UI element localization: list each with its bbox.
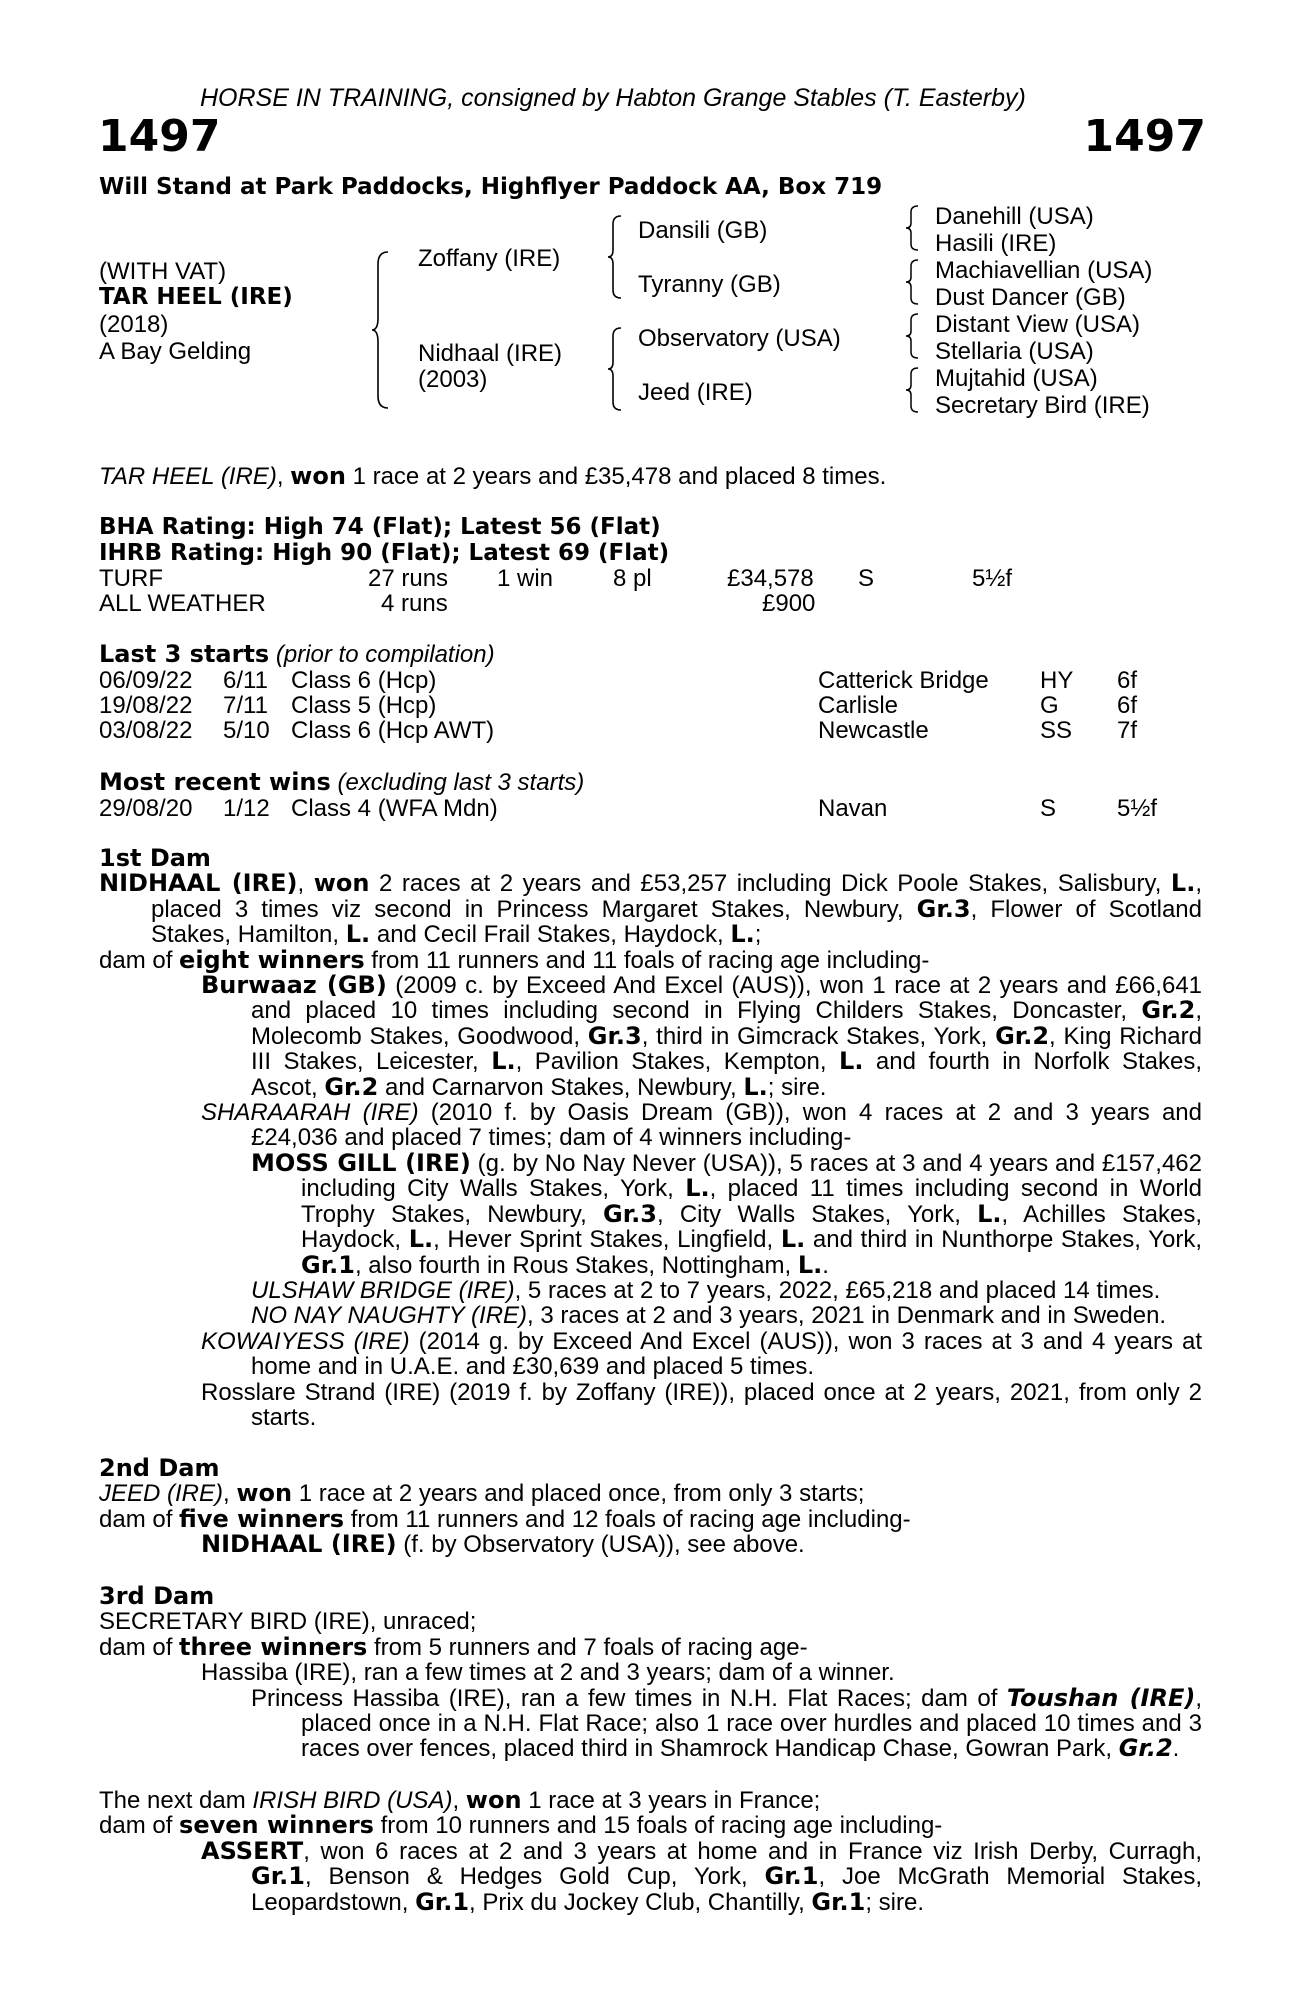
- brace-icon: [904, 204, 920, 252]
- sire-name: Zoffany (IRE): [418, 245, 561, 272]
- section-heading: 2nd Dam: [99, 1454, 220, 1482]
- dam-paragraph: JEED (IRE), won 1 race at 2 years and placed once, from only 3 starts;: [99, 1479, 865, 1508]
- first-dam-section: [99, 846, 1202, 1430]
- start-position: 6/11: [223, 667, 268, 694]
- gen3-4: Dust Dancer (GB): [935, 284, 1126, 311]
- progeny-entry: Princess Hassiba (IRE), ran a few times in N.H. Flat Races; dam of Toushan (IRE), placed once in a N.H. Flat Race; also 1 race over hurdles and placed 10 times and 3 races over fences, placed third in Shamrock Handicap Chase, Gowran Park, Gr.2.: [251, 1683, 1202, 1763]
- brace-icon: [606, 326, 624, 412]
- start-position: 5/10: [223, 717, 270, 744]
- dam-produce-line: dam of five winners from 11 runners and 12 foals of racing age including-: [99, 1504, 911, 1533]
- brace-icon: [904, 258, 920, 306]
- record-distance: 5½f: [972, 565, 1013, 592]
- start-race: Class 6 (Hcp): [291, 667, 437, 694]
- dam-dam-name: Jeed (IRE): [638, 379, 753, 406]
- progeny-entry: Hassiba (IRE), ran a few times at 2 and 3 years; dam of a winner.: [201, 1659, 895, 1687]
- start-distance: 6f: [1117, 667, 1138, 694]
- gen3-1: Danehill (USA): [935, 203, 1094, 230]
- stand-location: Will Stand at Park Paddocks, Highflyer Paddock AA, Box 719: [99, 174, 883, 200]
- progeny-entry: Burwaaz (GB) (2009 c. by Exceed And Excel (AUS)), won 1 race at 2 years and £66,641 and placed 10 times including second in Flying Childers Stakes, Doncaster, Gr.2, Molecomb Stakes, Goodwood, Gr.3, third in Gimcrack Stakes, York, Gr.2, King Richard III Stakes, Leicester, L., Pavilion Stakes, Kempton, L. and fourth in Norfolk Stakes, Ascot, Gr.2 and Carnarvon Stakes, Newbury, L.; sire.: [201, 971, 1203, 1101]
- record-surface: ALL WEATHER: [99, 590, 266, 617]
- start-date: 03/08/22: [99, 717, 193, 744]
- start-date: 06/09/22: [99, 667, 193, 694]
- record-wins: 1 win: [497, 565, 554, 592]
- progeny-entry: NIDHAAL (IRE) (f. by Observatory (USA)), see above.: [201, 1530, 805, 1559]
- start-going: G: [1040, 692, 1059, 719]
- win-distance: 5½f: [1117, 795, 1158, 822]
- record-surface: TURF: [99, 565, 163, 592]
- sire-dam-name: Tyranny (GB): [638, 271, 781, 298]
- dam-produce-line: dam of seven winners from 10 runners and 15 foals of racing age including-: [99, 1811, 943, 1840]
- win-date: 29/08/20: [99, 795, 193, 822]
- record-runs: 27 runs: [368, 565, 449, 592]
- brace-icon: [370, 250, 392, 410]
- horse-year: (2018): [99, 311, 169, 338]
- dam-name: Nidhaal (IRE): [418, 340, 563, 367]
- second-dam-section: [99, 1456, 1202, 1558]
- section-heading: 1st Dam: [99, 844, 211, 872]
- dam-produce-line: dam of three winners from 5 runners and 7 foals of racing age-: [99, 1632, 808, 1661]
- next-dam-section: [99, 1788, 1202, 1915]
- dam-produce-line: dam of eight winners from 11 runners and 11 foals of racing age including-: [99, 945, 930, 974]
- start-course: Newcastle: [818, 717, 929, 744]
- record-placed: 8 pl: [613, 565, 652, 592]
- gen3-3: Machiavellian (USA): [935, 257, 1153, 284]
- lot-number-left: 1497: [98, 111, 221, 162]
- start-race: Class 6 (Hcp AWT): [291, 717, 495, 744]
- progeny-entry: NO NAY NAUGHTY (IRE), 3 races at 2 and 3 years, 2021 in Denmark and in Sweden.: [251, 1302, 1167, 1330]
- lot-number-right: 1497: [1083, 111, 1206, 162]
- progeny-entry: KOWAIYESS (IRE) (2014 g. by Exceed And Excel (AUS)), won 3 races at 3 and 4 years at home and in U.A.E. and £30,639 and placed 5 times.: [201, 1327, 1203, 1381]
- start-race: Class 5 (Hcp): [291, 692, 437, 719]
- race-summary: TAR HEEL (IRE), won 1 race at 2 years and £35,478 and placed 8 times.: [99, 462, 887, 490]
- start-going: SS: [1040, 717, 1073, 744]
- win-race: Class 4 (WFA Mdn): [291, 795, 498, 822]
- summary-text: 1 race at 2 years and £35,478 and placed 8 times.: [345, 463, 887, 490]
- start-course: Catterick Bridge: [818, 667, 989, 694]
- sire-sire-name: Dansili (GB): [638, 217, 768, 244]
- summary-won: won: [290, 462, 346, 490]
- ihrb-rating: IHRB Rating: High 90 (Flat); Latest 69 (Flat): [99, 540, 670, 566]
- progeny-entry: ULSHAW BRIDGE (IRE), 5 races at 2 to 7 years, 2022, £65,218 and placed 14 times.: [251, 1276, 1161, 1304]
- gen3-8: Secretary Bird (IRE): [935, 392, 1150, 419]
- record-runs: 4 runs: [381, 590, 448, 617]
- start-position: 7/11: [223, 692, 268, 719]
- summary-horse: TAR HEEL (IRE): [99, 463, 277, 490]
- dam-year: (2003): [418, 366, 488, 393]
- win-position: 1/12: [223, 795, 270, 822]
- gen3-2: Hasili (IRE): [935, 230, 1057, 257]
- section-heading: 3rd Dam: [99, 1582, 215, 1610]
- dam-paragraph: NIDHAAL (IRE), won 2 races at 2 years and £53,257 including Dick Poole Stakes, Salisbury, L., placed 3 times viz second in Princess Margaret Stakes, Newbury, Gr.3, Flower of Scotland Stakes, Hamilton, L. and Cecil Frail Stakes, Haydock, L.;: [99, 869, 1203, 949]
- horse-description: A Bay Gelding: [99, 338, 252, 365]
- win-course: Navan: [818, 795, 888, 822]
- third-dam-section: [99, 1584, 1202, 1762]
- start-date: 19/08/22: [99, 692, 193, 719]
- record-going: S: [858, 565, 875, 592]
- gen3-5: Distant View (USA): [935, 311, 1140, 338]
- recent-wins-heading: Most recent wins (excluding last 3 starts): [99, 768, 585, 796]
- win-going: S: [1040, 795, 1057, 822]
- dam-sire-name: Observatory (USA): [638, 325, 841, 352]
- gen3-6: Stellaria (USA): [935, 338, 1094, 365]
- brace-icon: [904, 366, 920, 414]
- brace-icon: [904, 312, 920, 360]
- progeny-entry: ASSERT, won 6 races at 2 and 3 years at home and in France viz Irish Derby, Curragh, Gr.1, Benson & Hedges Gold Cup, York, Gr.1, Joe McGrath Memorial Stakes, Leopardstown, Gr.1, Prix du Jockey Club, Chantilly, Gr.1; sire.: [201, 1836, 1202, 1916]
- last-starts-heading: Last 3 starts (prior to compilation): [99, 640, 495, 668]
- bha-rating: BHA Rating: High 74 (Flat); Latest 56 (Flat): [99, 514, 661, 540]
- record-prize: £900: [762, 590, 816, 617]
- start-distance: 7f: [1117, 717, 1138, 744]
- progeny-entry: SHARAARAH (IRE) (2010 f. by Oasis Dream (GB)), won 4 races at 2 and 3 years and £24,036 and placed 7 times; dam of 4 winners including-: [201, 1099, 1203, 1152]
- vat-note: (WITH VAT): [99, 258, 227, 285]
- dam-paragraph: The next dam IRISH BIRD (USA), won 1 race at 3 years in France;: [99, 1786, 821, 1814]
- start-going: HY: [1040, 667, 1074, 694]
- start-course: Carlisle: [818, 692, 899, 719]
- brace-icon: [606, 214, 624, 300]
- progeny-entry: Rosslare Strand (IRE) (2019 f. by Zoffany (IRE)), placed once at 2 years, 2021, from only 2 starts.: [201, 1378, 1202, 1431]
- consignment-line: HORSE IN TRAINING, consigned by Habton Grange Stables (T. Easterby): [200, 84, 1026, 112]
- start-distance: 6f: [1117, 692, 1138, 719]
- record-prize: £34,578: [727, 565, 814, 592]
- progeny-entry: MOSS GILL (IRE) (g. by No Nay Never (USA)), 5 races at 3 and 4 years and £157,462 including City Walls Stakes, York, L., placed 11 times including second in World Trophy Stakes, Newbury, Gr.3, City Walls Stakes, York, L., Achilles Stakes, Haydock, L., Hever Sprint Stakes, Lingfield, L. and third in Nunthorpe Stakes, York, Gr.1, also fourth in Rous Stakes, Nottingham, L..: [251, 1148, 1202, 1279]
- dam-paragraph: SECRETARY BIRD (IRE), unraced;: [99, 1608, 477, 1636]
- gen3-7: Mujtahid (USA): [935, 365, 1098, 392]
- horse-name: TAR HEEL (IRE): [99, 284, 293, 310]
